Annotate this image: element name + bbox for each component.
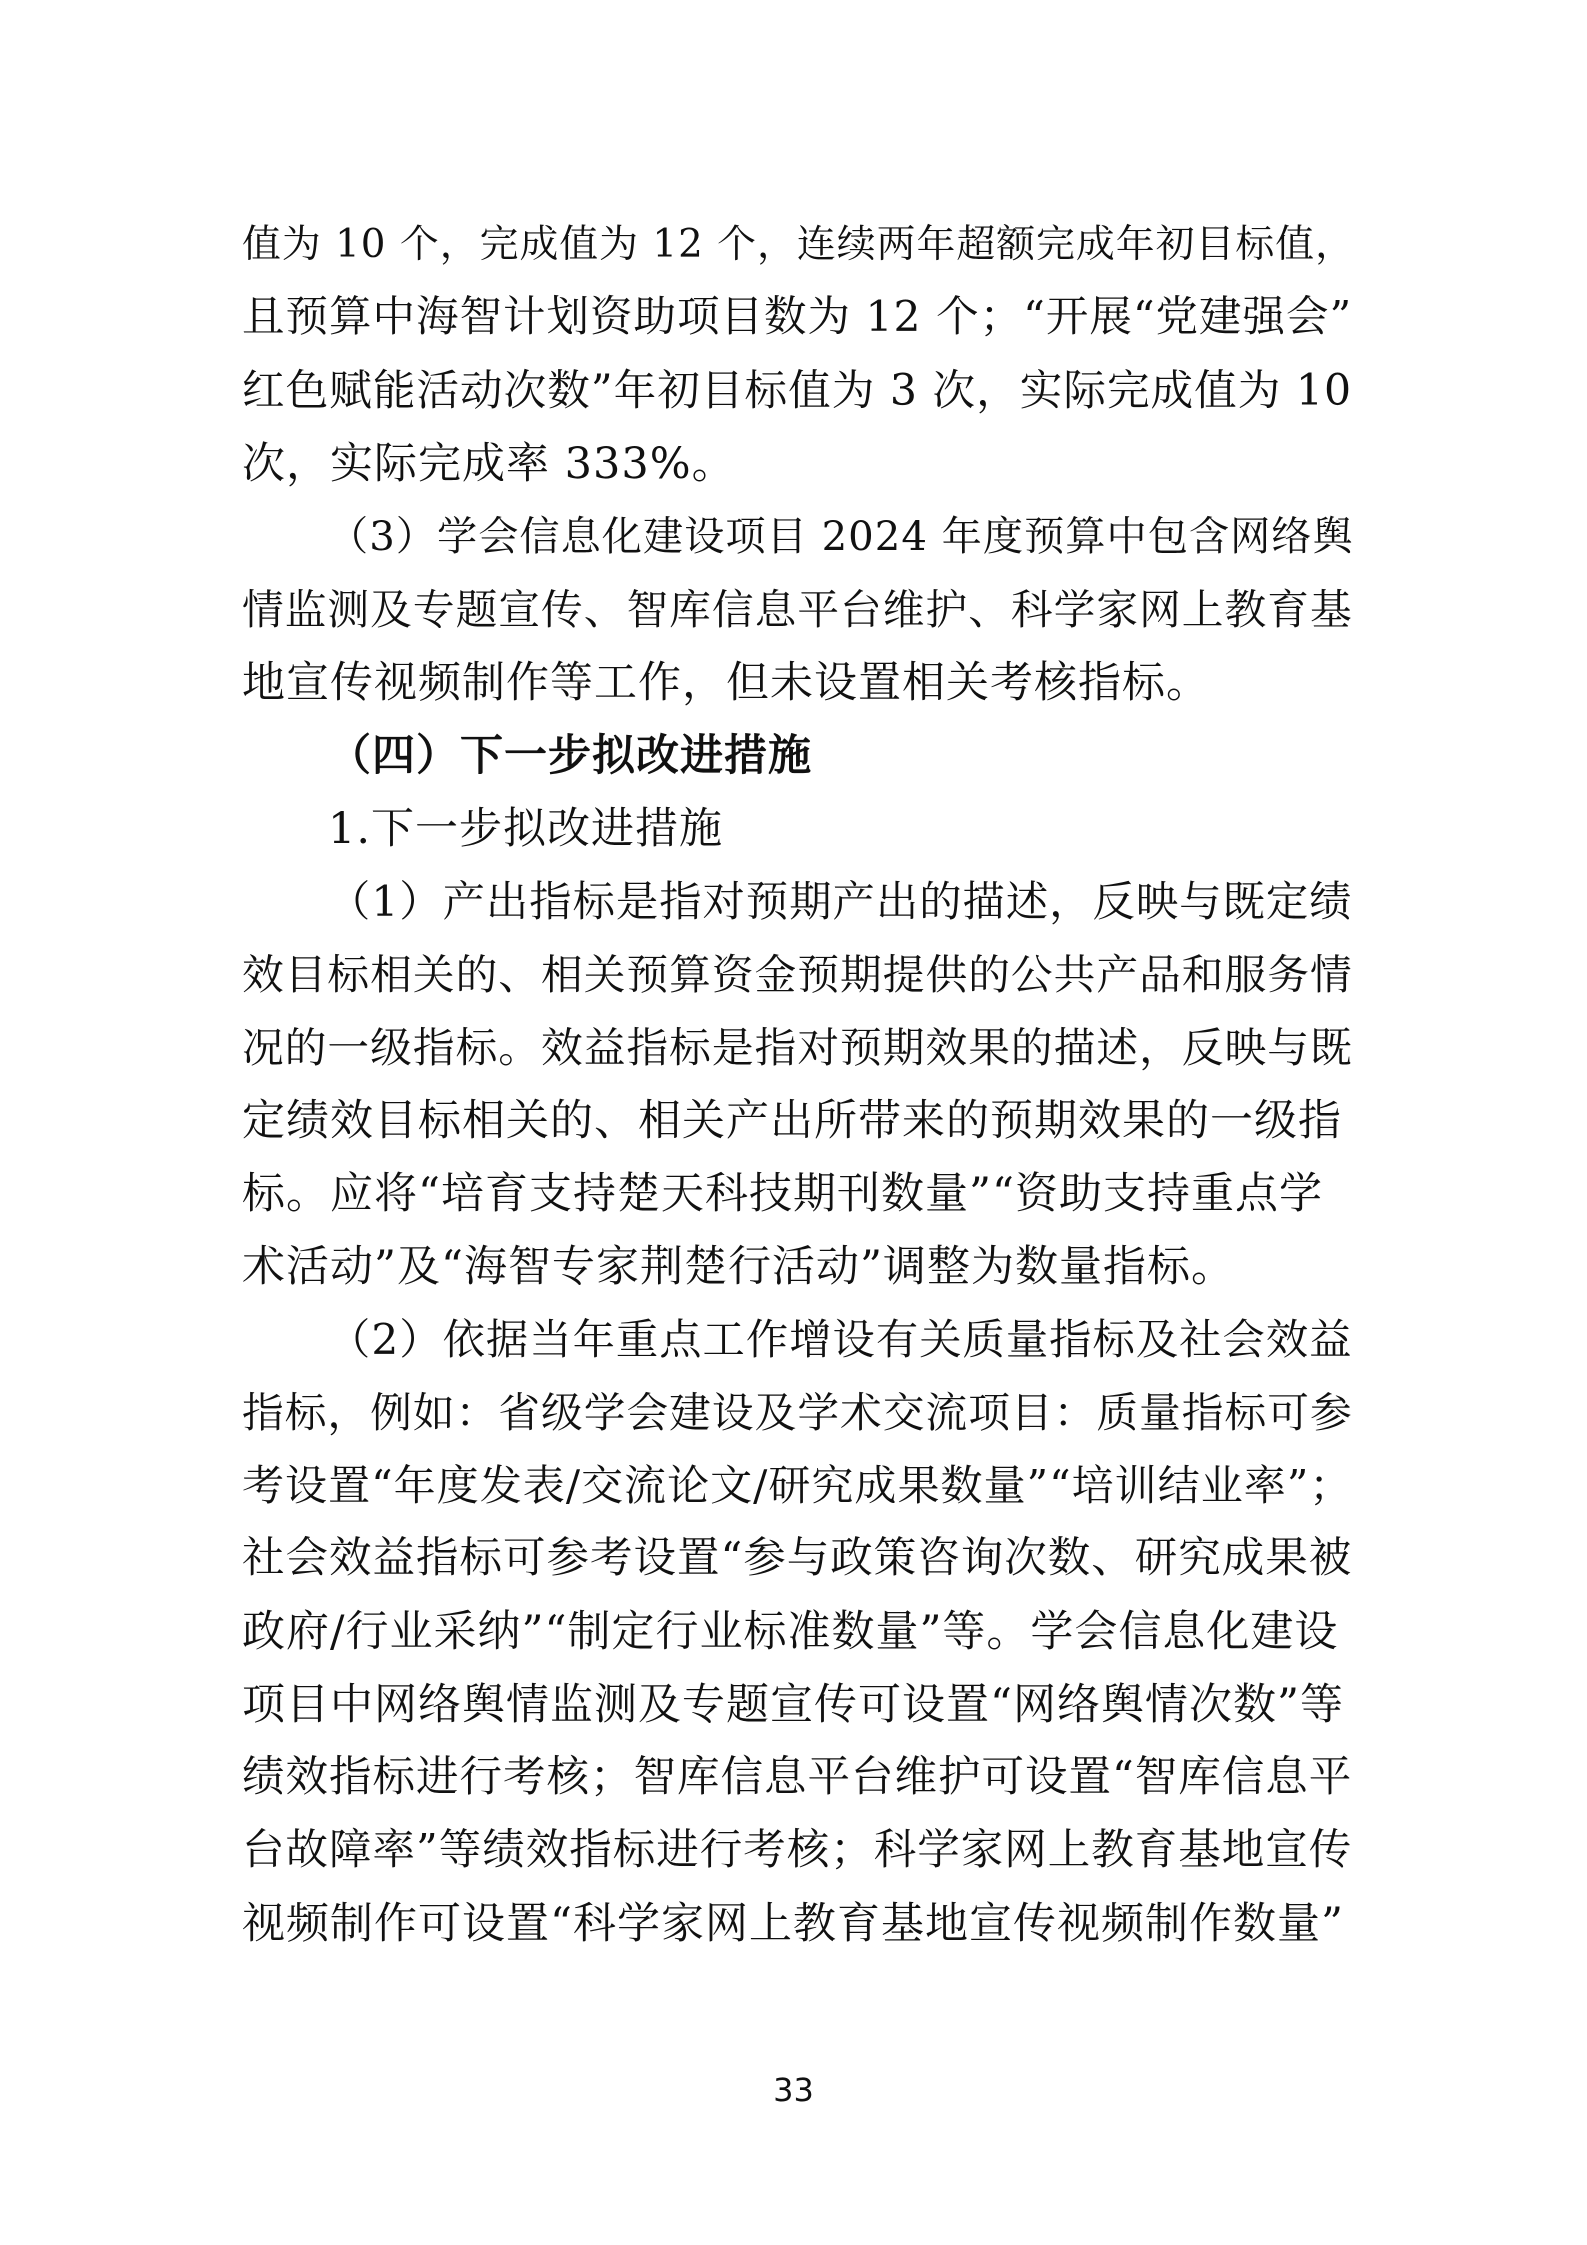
text-line: 红色赋能活动次数”年初目标值为 3 次，实际完成值为 10 (242, 366, 1353, 416)
text-line: 效目标相关的、相关预算资金预期提供的公共产品和服务情 (242, 950, 1353, 999)
text-line: 指标，例如：省级学会建设及学术交流项目：质量指标可参 (242, 1388, 1353, 1437)
text-line: 台故障率”等绩效指标进行考核；科学家网上教育基地宣传 (242, 1826, 1353, 1875)
page-number: 33 (773, 2071, 814, 2109)
text-line: 次，实际完成率 333%。 (242, 439, 736, 489)
text-line: 考设置“年度发表/交流论文/研究成果数量”“培训结业率”； (242, 1461, 1353, 1510)
text-line: 术活动”及“海智专家荆楚行活动”调整为数量指标。 (242, 1242, 1235, 1292)
text-line: 政府/行业采纳”“制定行业标准数量”等。学会信息化建设 (242, 1607, 1339, 1657)
text-line: 项目中网络舆情监测及专题宣传可设置“网络舆情次数”等 (242, 1680, 1344, 1730)
text-line: 且预算中海智计划资助项目数为 12 个；“开展“党建强会” (242, 293, 1353, 342)
text-line: （2）依据当年重点工作增设有关质量指标及社会效益 (328, 1315, 1353, 1364)
text-line: 绩效指标进行考核；智库信息平台维护可设置“智库信息平 (242, 1753, 1353, 1802)
text-line: 值为 10 个，完成值为 12 个，连续两年超额完成年初目标值， (242, 222, 1355, 267)
text-line: 社会效益指标可参考设置“参与政策咨询次数、研究成果被 (242, 1534, 1353, 1583)
text-line: 标。应将“培育支持楚天科技期刊数量”“资助支持重点学 (242, 1169, 1323, 1219)
subsection-heading: 1.下一步拟改进措施 (328, 804, 724, 854)
text-line: 视频制作可设置“科学家网上教育基地宣传视频制作数量” (242, 1899, 1344, 1949)
text-line: 定绩效目标相关的、相关产出所带来的预期效果的一级指 (242, 1096, 1342, 1146)
section-heading: （四）下一步拟改进措施 (328, 731, 812, 781)
text-line: （1）产出指标是指对预期产出的描述，反映与既定绩 (328, 877, 1353, 926)
text-line: 况的一级指标。效益指标是指对预期效果的描述，反映与既 (242, 1023, 1353, 1072)
text-line: （3）学会信息化建设项目 2024 年度预算中包含网络舆 (328, 514, 1354, 560)
text-line: 地宣传视频制作等工作，但未设置相关考核指标。 (242, 658, 1210, 708)
text-line: 情监测及专题宣传、智库信息平台维护、科学家网上教育基 (242, 585, 1353, 634)
